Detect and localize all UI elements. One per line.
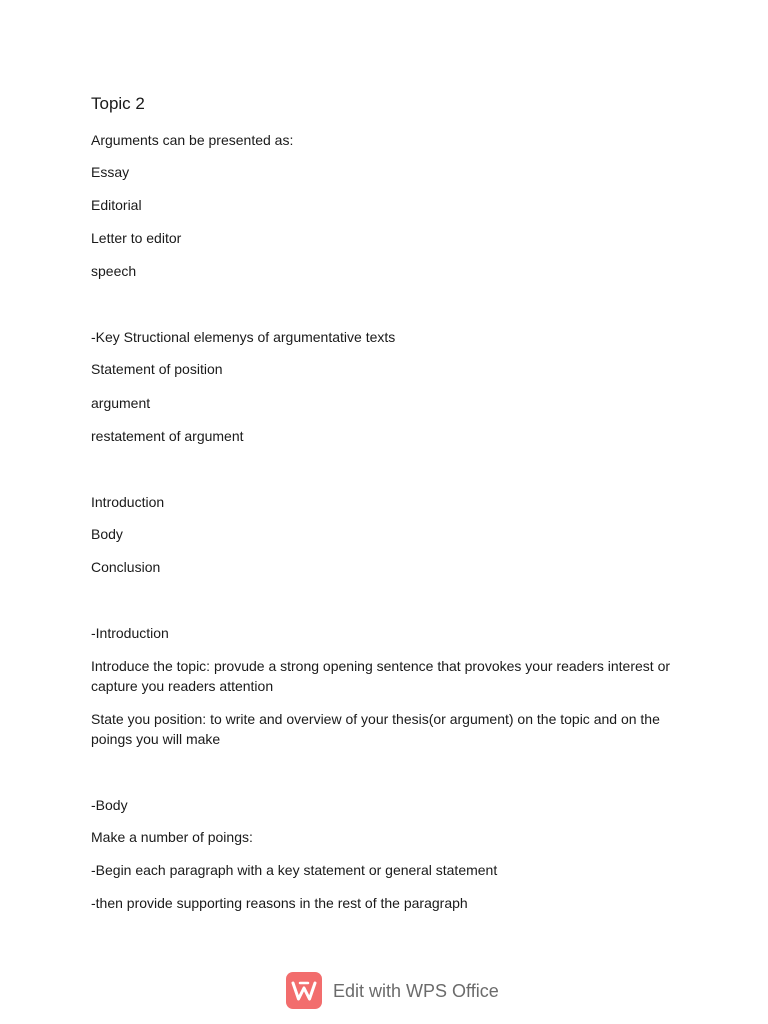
section-heading: -Key Structional elemenys of argumentative texts bbox=[91, 329, 396, 345]
wps-edit-banner[interactable] bbox=[286, 972, 499, 1009]
text-line: Essay bbox=[91, 164, 130, 180]
wps-edit-label[interactable]: Edit with WPS Office bbox=[333, 980, 499, 1001]
text-line: argument bbox=[91, 395, 151, 411]
text-line: Editorial bbox=[91, 197, 142, 213]
paragraph: Introduce the topic: provude a strong opening sentence that provokes your readers interest or capture you readers attention bbox=[91, 658, 671, 694]
text-line: Arguments can be presented as: bbox=[91, 132, 294, 148]
text-line: Make a number of poings: bbox=[91, 829, 253, 845]
paragraph: State you position: to write and overview of your thesis(or argument) on the topic and on the poings you will make bbox=[91, 711, 660, 747]
page-title: Topic 2 bbox=[91, 94, 145, 113]
text-line: Letter to editor bbox=[91, 230, 182, 246]
text-line: Conclusion bbox=[91, 559, 161, 575]
wps-office-icon bbox=[286, 972, 322, 1009]
text-line: -Begin each paragraph with a key statement or general statement bbox=[91, 862, 498, 878]
text-line: speech bbox=[91, 263, 137, 279]
text-line: restatement of argument bbox=[91, 428, 244, 444]
text-line: -then provide supporting reasons in the rest of the paragraph bbox=[91, 895, 468, 911]
section-heading: -Introduction bbox=[91, 625, 169, 641]
text-line: Statement of position bbox=[91, 361, 223, 377]
section-heading: -Body bbox=[91, 797, 128, 813]
text-line: Introduction bbox=[91, 494, 165, 510]
text-line: Body bbox=[91, 526, 123, 542]
